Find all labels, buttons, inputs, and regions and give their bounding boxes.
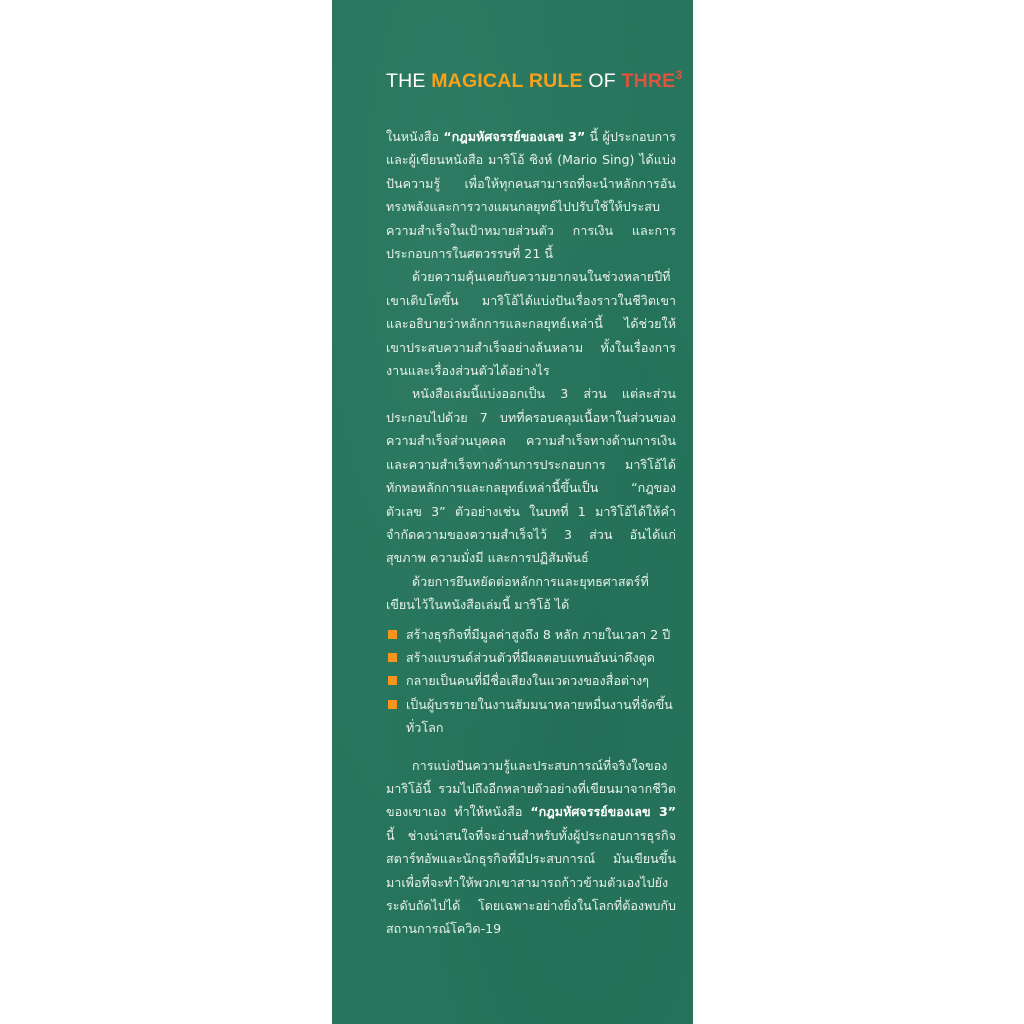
bullet-square-icon: [388, 630, 397, 639]
intro-book-title: “กฎมหัศจรรย์ของเลข 3”: [443, 129, 586, 144]
synopsis-text: [386, 125, 676, 941]
paragraph-3: หนังสือเล่มนี้แบ่งออกเป็น 3 ส่วน แต่ละส่วนประกอบไปด้วย 7 บทที่ครอบคลุมเนื้อหาในส่วนของความสำเร็จส่วนบุคคล ความสำเร็จทางด้านการเงิน และความสำเร็จทางด้านการประกอบการ มาริโอ้ได้ทักทอหลักการและกลยุทธ์เหล่านี้ขึ้นเป็น “กฎของตัวเลข 3” ตัวอย่างเช่น ในบทที่ 1 มาริโอ้ได้ให้คำจำกัดความของความสำเร็จไว้ 3 ส่วน อันได้แก่ สุขภาพ ความมั่งมี และการปฏิสัมพันธ์: [386, 386, 676, 566]
intro-post: นี้ ผู้ประกอบการและผู้เขียนหนังสือ มาริโอ้ ซิงห์ (Mario Sing) ได้แบ่งปันความรู้ เพื่อให้ทุกคนสามารถที่จะนำหลักการอันทรงพลังและการวางแผนกลยุทธ์ไปปรับใช้ให้ประสบความสำเร็จในเป้าหมายส่วนตัว การเงิน และการประกอบการในศตวรรษที่ 21 นี้: [386, 129, 676, 262]
achievement-list: [386, 623, 676, 740]
paragraph-4: ด้วยการยึนหยัดต่อหลักการและยุทธศาสตร์ที่เขียนไว้ในหนังสือเล่มนี้ มาริโอ้ ได้: [386, 573, 649, 613]
list-item-text: สร้างแบรนด์ส่วนตัวที่มีผลตอบแทนอันน่าดึงดูด: [406, 649, 655, 665]
paragraph-2: ด้วยความคุ้นเคยกับความยากจนในช่วงหลายปีที่เขาเติบโตขึ้น มาริโอ้ได้แบ่งปันเรื่องราวในชีวิตเขา และอธิบายว่าหลักการและกลยุทธ์เหล่านี้ ได้ช่วยให้เขาประสบความสำเร็จอย่างล้นหลาม ทั้งในเรื่องการงานและเรื่องส่วนตัวได้อย่างไร: [386, 269, 676, 379]
intro-pre: ในหนังสือ: [386, 129, 444, 144]
book-back-cover: [332, 0, 693, 1024]
book-title-heading: [386, 70, 686, 100]
list-item: [386, 623, 676, 646]
bullet-square-icon: [388, 700, 397, 709]
list-item: [386, 669, 676, 692]
bullet-square-icon: [388, 653, 397, 662]
title-superscript-three: 3: [675, 68, 683, 82]
closing-book-title: “กฎมหัศจรรย์ของเลข 3”: [530, 804, 676, 820]
title-magical-rule: MAGICAL RULE: [431, 70, 583, 92]
closing-paragraph: [386, 754, 676, 941]
list-item-text: สร้างธุรกิจที่มีมูลค่าสูงถึง 8 หลัก ภายในเวลา 2 ปี: [406, 626, 671, 642]
list-item-text: เป็นผู้บรรยายในงานสัมมนาหลายหมื่นงานที่จัดขึ้นทั่วโลก: [406, 696, 673, 736]
closing-pre: การแบ่งปันความรู้และประสบการณ์ที่จริงใจของมาริโอ้นี้ รวมไปถึงอีกหลายตัวอย่างที่เขียนมาจากชีวิตของเขาเอง ทำให้หนังสือ: [386, 757, 676, 820]
title-of: OF: [582, 70, 622, 92]
closing-post: นี้ ช่างน่าสนใจที่จะอ่านสำหรับทั้งผู้ประกอบการธุรกิจสตาร์ทอัพและนักธุรกิจที่มีประสบการณ์ มันเขียนขึ้นมาเพื่อที่จะทำให้พวกเขาสามารถก้าวข้ามตัวเองไปยังระดับถัดไปได้ โดยเฉพาะอย่างยิ่งในโลกที่ต้องพบกับสถานการณ์โควิด-19: [386, 827, 676, 937]
bullet-square-icon: [388, 676, 397, 685]
intro-paragraph: [386, 125, 676, 265]
list-item: [386, 646, 676, 669]
list-item-text: กลายเป็นคนที่มีชื่อเสียงในแวดวงของสื่อต่างๆ: [406, 673, 650, 689]
title-thre: THRE: [621, 70, 676, 92]
list-item: [386, 693, 676, 740]
title-the: THE: [386, 70, 432, 92]
